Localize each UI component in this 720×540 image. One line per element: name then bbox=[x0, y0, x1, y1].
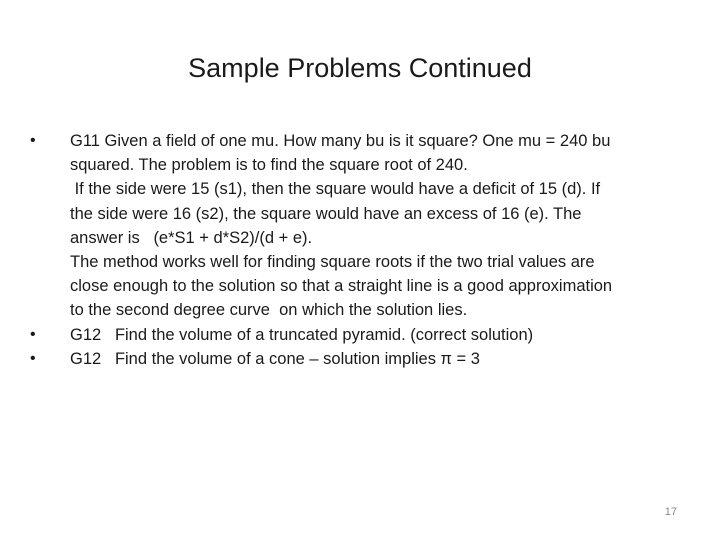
bullet-icon: • bbox=[30, 325, 36, 343]
bullet-icon: • bbox=[30, 132, 36, 149]
bullet-item-g12-pyramid bbox=[30, 323, 690, 347]
page-number: 17 bbox=[664, 506, 677, 518]
text-line: G12 Find the volume of a truncated pyramid. (correct solution) bbox=[70, 325, 534, 344]
slide-content bbox=[30, 129, 690, 371]
bullet-item-g12-cone bbox=[30, 347, 690, 371]
text-line: close enough to the solution so that a straight line is a good approximation bbox=[70, 277, 613, 296]
text-line: the side were 16 (s2), the square would have an excess of 16 (e). The bbox=[70, 204, 582, 223]
text-line: answer is (e*S1 + d*S2)/(d + e). bbox=[70, 228, 313, 247]
text-line: If the side were 15 (s1), then the square would have a deficit of 15 (d). If bbox=[70, 180, 601, 199]
text-line: to the second degree curve on which the solution lies. bbox=[70, 301, 468, 320]
bullet-icon: • bbox=[30, 349, 36, 367]
bullet-item-g11 bbox=[30, 129, 690, 323]
text-line: G11 Given a field of one mu. How many bu is it square? One mu = 240 bu bbox=[70, 132, 611, 150]
slide-title: Sample Problems Continued bbox=[188, 53, 532, 83]
text-line: G12 Find the volume of a cone – solution implies π = 3 bbox=[70, 349, 480, 368]
text-line: The method works well for finding square roots if the two trial values are bbox=[70, 253, 595, 272]
text-line: squared. The problem is to find the square root of 240. bbox=[70, 156, 468, 175]
